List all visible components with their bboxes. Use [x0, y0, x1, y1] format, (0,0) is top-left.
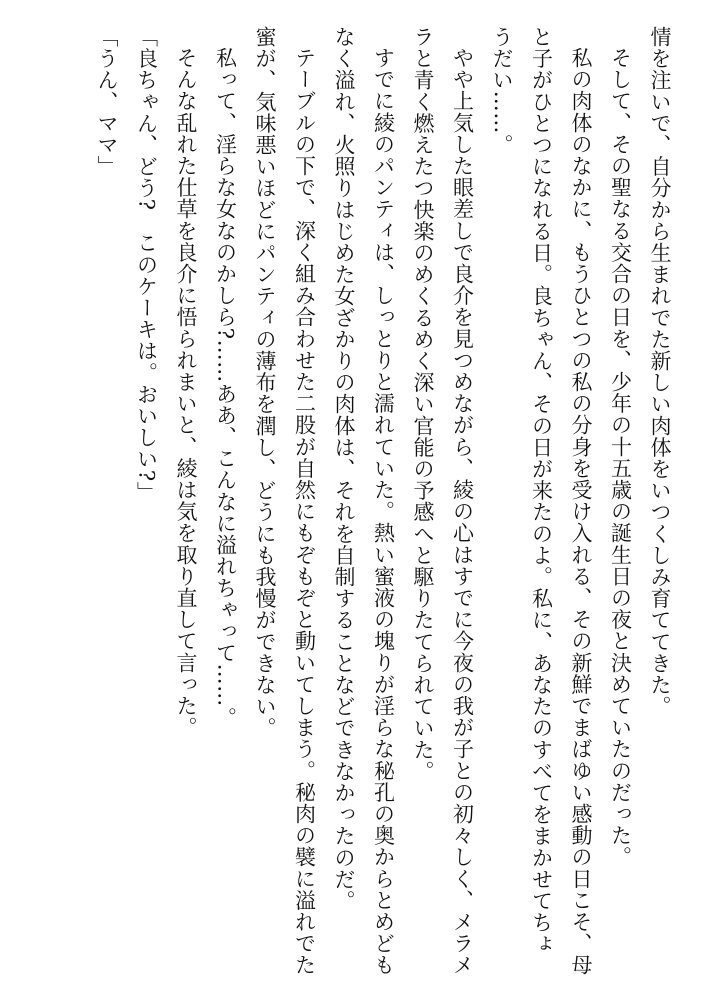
paragraph: すでに綾のパンティは、しっとりと濡れていた。熱い蜜液の塊りが淫らな秘孔の奥からとめどもなく溢れ、火照りはじめた女ざかりの肉体は、それを自制することなどできなかったのだ。	[332, 26, 396, 976]
paragraph: 私の肉体のなかに、もうひとつの私の分身を受け入れる、その新鮮でまばゆい感動の日こそ、母と子がひとつになれる日。良ちゃん、その日が来たのよ。私に、あなたのすべてをまかせてちょうだい……。	[490, 26, 593, 976]
dialogue-line: 「うん、ママ」	[95, 26, 119, 178]
paragraph: テーブルの下で、深く組み合わせた二股が自然にもぞもぞと動いてしまう。秘肉の襞に溢れでた蜜が、気味悪いほどにパンティの薄布を潤し、どうにも我慢ができない。	[253, 26, 317, 976]
vertical-text-body	[19, 26, 679, 976]
paragraph: 情を注いで、自分から生まれでた新しい肉体をいつくしみ育ててきた。	[648, 26, 672, 718]
dialogue-line: 「良ちゃん、どう? このケーキは。おいしい?」	[134, 26, 159, 504]
paragraph: そして、その聖なる交合の日を、少年の十五歳の誕生日の夜と決めていたのだった。	[608, 47, 633, 868]
paragraph: やや上気した眼差しで良介を見つめながら、綾の心はすでに今夜の我が子との初々しく、メラメラと青く燃えたつ快楽のめくるめく深い官能の予感へと駆りたてられていた。	[411, 26, 475, 976]
paragraph: そんな乱れた仕草を良介に悟られまいと、綾は気を取り直して言った。	[174, 47, 198, 739]
paragraph: 私って、淫らな女なのかしら?……ああ、こんなに溢れちゃって……。	[213, 47, 238, 729]
